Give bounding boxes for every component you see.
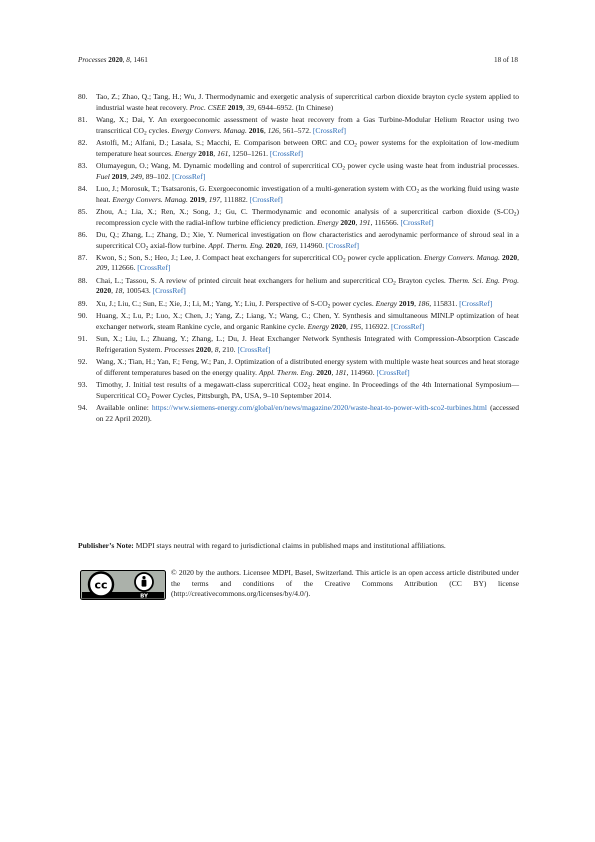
- crossref-link[interactable]: [CrossRef]: [391, 321, 425, 331]
- reference-number: 80.: [78, 92, 88, 101]
- reference-text: Luo, J.; Morosuk, T.; Tsatsaronis, G. Exergoeconomic investigation of a multi-generation system with CO: [96, 183, 417, 193]
- reference-text: Brayton cycles.: [395, 275, 449, 285]
- reference-text: ,: [331, 367, 336, 377]
- reference-text: ,: [111, 286, 115, 296]
- reference-number: 87.: [78, 252, 88, 262]
- reference-text: , 100543.: [122, 286, 153, 296]
- reference-text: 161: [217, 148, 229, 158]
- reference-text: ,: [355, 217, 360, 227]
- reference-text: , 6944–6952. (In Chinese): [254, 102, 334, 112]
- reference-text: Processes: [164, 344, 195, 354]
- svg-text:cc: cc: [94, 578, 108, 592]
- crossref-link[interactable]: [CrossRef]: [376, 367, 410, 377]
- reference-text: 39: [246, 102, 255, 112]
- reference-text: 186: [417, 298, 430, 308]
- reference-number: 85.: [78, 206, 88, 216]
- reference-text: 2019: [227, 102, 243, 112]
- reference-text: , 561–572.: [278, 125, 313, 135]
- reference-text: 2: [146, 395, 150, 402]
- reference-text: 2020: [195, 344, 212, 354]
- reference-text: Proc. CSEE: [189, 102, 226, 112]
- reference-text: Power Cycles, Pittsburgh, PA, USA, 9–10 September 2014.: [149, 390, 332, 400]
- reference-text: 2020: [96, 286, 112, 296]
- reference-number: 86.: [78, 229, 88, 239]
- reference-text: Chai, L.; Tassou, S. A review of printed circuit heat exchangers for helium and supercritical CO: [96, 275, 394, 285]
- reference-text: , 114960.: [346, 367, 377, 377]
- reference-text: 2: [513, 211, 517, 218]
- reference-number: 94.: [78, 403, 88, 413]
- reference-text: 191: [359, 217, 371, 227]
- reference-item: [78, 253, 519, 274]
- reference-number: 92.: [78, 357, 88, 367]
- reference-number: 88.: [78, 275, 88, 285]
- reference-text: Kwon, S.; Son, S.; Heo, J.; Lee, J. Compact heat exchangers for supercritical CO: [96, 252, 343, 262]
- reference-text: Energy: [316, 217, 339, 227]
- page-number: 18 of 18: [494, 56, 518, 64]
- reference-item: [78, 357, 519, 378]
- reference-text: 2: [342, 257, 346, 264]
- reference-text: Energy: [375, 298, 398, 308]
- reference-item: [78, 380, 519, 401]
- reference-text: Timothy, J. Initial test results of a megawatt-class supercritical CO2: [96, 380, 308, 390]
- reference-number: 93.: [78, 380, 88, 390]
- publisher-note-text: MDPI stays neutral with regard to jurisdictional claims in published maps and institutional affiliations.: [133, 541, 446, 550]
- reference-text: Tao, Z.; Zhao, Q.; Tang, H.; Wu, J. Thermodynamic and exergetic analysis of supercritical carbon dioxide brayton cycle system applied to industrial waste heat recovery.: [96, 92, 519, 112]
- reference-item: [78, 230, 519, 251]
- reference-number: 81.: [78, 114, 88, 124]
- reference-text: cycles.: [146, 125, 172, 135]
- article-number: 1461: [133, 56, 148, 64]
- reference-text: ,: [346, 321, 350, 331]
- reference-text: 197: [208, 194, 221, 204]
- crossref-link[interactable]: [CrossRef]: [237, 344, 271, 354]
- reference-text: 2: [327, 303, 331, 310]
- reference-item: [78, 311, 519, 332]
- reference-text: ,: [517, 252, 519, 262]
- crossref-link[interactable]: [CrossRef]: [249, 194, 283, 204]
- reference-text: 2: [354, 142, 357, 149]
- reference-text: , 116922.: [361, 321, 392, 331]
- reference-number: 82.: [78, 137, 88, 147]
- reference-item: [78, 138, 519, 159]
- reference-item: [78, 276, 519, 297]
- crossref-link[interactable]: [CrossRef]: [172, 171, 206, 181]
- reference-text: 2020: [265, 240, 281, 250]
- reference-text: 2019: [399, 298, 415, 308]
- reference-text: ,: [126, 171, 131, 181]
- crossref-link[interactable]: [CrossRef]: [325, 240, 360, 250]
- reference-text: 2: [145, 245, 149, 251]
- reference-text: Sun, X.; Liu, L.; Zhuang, Y.; Zhang, L.; Du, J. Heat Exchanger Network Synthesis Integrated with Compression-Absorption Cascade Refrigeration System.: [96, 334, 519, 354]
- publisher-note: [78, 541, 519, 552]
- reference-text: heat engine. In Proceedings of the 4th International Symposium—Supercritical CO: [96, 380, 519, 400]
- reference-text: , 210.: [218, 344, 238, 354]
- creative-commons-by-icon[interactable]: [80, 570, 166, 600]
- reference-text: Therm. Sci. Eng. Prog.: [448, 275, 519, 285]
- reference-text: 2016: [248, 125, 264, 135]
- reference-text: , 116566.: [370, 217, 401, 227]
- page-header: [78, 56, 518, 68]
- badge-text: BY: [140, 593, 148, 600]
- reference-text: 2018: [198, 148, 214, 158]
- reference-text: (accessed on 22 April 2020).: [96, 403, 519, 423]
- reference-item: [78, 92, 519, 113]
- reference-text: 2: [307, 384, 311, 391]
- reference-text: power cycle using waste heat from industrial processes.: [345, 160, 519, 170]
- reference-text: 126: [267, 125, 279, 135]
- reference-text: Huang, X.; Lu, P.; Luo, X.; Chen, J.; Yang, Z.; Liang, Y.; Wang, C.; Chen, Y. Synthesis and simultaneous MINLP optimization of heat exchanger network, steam Rankine cycle, and organic Rankine cycle.: [96, 311, 519, 331]
- journal-citation: Processes 2020, 8, 1461: [78, 56, 148, 64]
- crossref-link[interactable]: [CrossRef]: [269, 148, 304, 158]
- reference-text: ,: [242, 102, 247, 112]
- reference-number: 89.: [78, 298, 88, 308]
- reference-text: power systems for the exploitation of low-medium temperature heat sources.: [96, 137, 519, 158]
- reference-item: [78, 161, 519, 182]
- reference-text: , 112666.: [107, 263, 138, 273]
- reference-text: Olumayegun, O.; Wang, M. Dynamic modelling and control of supercritical CO: [96, 160, 343, 170]
- crossref-link[interactable]: [CrossRef]: [137, 263, 171, 273]
- reference-item: [78, 207, 519, 228]
- reference-item: [78, 334, 519, 355]
- reference-text: ,: [211, 344, 215, 354]
- reference-text: 18: [114, 286, 123, 296]
- reference-text: power cycles.: [330, 298, 376, 308]
- reference-text: , 114960.: [295, 240, 326, 250]
- reference-text: 2020: [340, 217, 356, 227]
- journal-volume: 8: [126, 56, 130, 64]
- reference-text: Xu, J.; Liu, C.; Sun, E.; Xie, J.; Li, M.; Yang, Y.; Liu, J. Perspective of S-CO: [96, 298, 328, 308]
- reference-text: Appl. Therm. Eng.: [208, 240, 264, 250]
- reference-number: 91.: [78, 334, 88, 344]
- reference-text: ,: [280, 240, 285, 250]
- reference-text: ,: [414, 298, 418, 308]
- crossref-link[interactable]: [CrossRef]: [152, 286, 186, 296]
- reference-text: , 1250–1261.: [228, 148, 270, 158]
- journal-year: 2020: [108, 56, 123, 64]
- reference-text: 169: [284, 240, 296, 250]
- reference-text: ) recompression cycle with the radial-inflow turbine efficiency prediction.: [96, 206, 519, 227]
- crossref-link[interactable]: [CrossRef]: [312, 125, 347, 135]
- reference-number: 90.: [78, 311, 88, 321]
- reference-text: 2: [393, 280, 396, 287]
- reference-text: as the working fluid using waste heat.: [96, 183, 519, 204]
- crossref-link[interactable]: [CrossRef]: [459, 298, 493, 308]
- publisher-note-label: Publisher’s Note:: [78, 541, 134, 550]
- reference-text: power cycle application.: [345, 252, 424, 262]
- reference-text: Energy Convers. Manag.: [112, 194, 188, 204]
- reference-text: , 89–102.: [141, 171, 173, 181]
- reference-number: 84.: [78, 183, 88, 193]
- reference-text: Energy: [307, 321, 330, 331]
- reference-text: Appl. Therm. Eng.: [258, 367, 315, 377]
- reference-text: 181: [335, 367, 347, 377]
- reference-text: Fuel: [96, 171, 110, 181]
- reference-text: 2020: [316, 367, 332, 377]
- reference-item: [78, 403, 519, 424]
- reference-text: axial-flow turbine.: [148, 240, 209, 250]
- reference-text: Available online:: [96, 403, 152, 413]
- reference-text: , 115831.: [429, 298, 460, 308]
- reference-text: 2019: [111, 171, 127, 181]
- reference-item: [78, 299, 519, 310]
- license-block: [78, 568, 519, 612]
- url-link[interactable]: https://www.siemens-energy.com/global/en/news/magazine/2020/waste-heat-to-power-with-sco2-turbines.html: [151, 403, 488, 413]
- reference-text: Wang, X.; Dai, Y. An exergoeconomic assessment of waste heat recovery from a Gas Turbine-Modular Helium Reactor using two transcritical CO: [96, 114, 519, 135]
- reference-text: 2: [144, 130, 147, 137]
- reference-text: 2: [416, 188, 420, 195]
- reference-text: Wang, X.; Tian, H.; Yan, F.; Feng, W.; Pan, J. Optimization of a distributed energy system with multiple waste heat sources and heat storage of different temperatures based on the energy quality.: [96, 357, 519, 377]
- reference-text: Energy Convers. Manag.: [171, 125, 247, 135]
- reference-text: Zhou, A.; Lia, X.; Ren, X.; Song, J.; Gu, C. Thermodynamic and economic analysis of a supercritical carbon dioxide (S-CO: [96, 206, 514, 216]
- reference-text: 2: [342, 165, 346, 172]
- reference-text: 249: [130, 171, 142, 181]
- reference-item: [78, 184, 519, 205]
- reference-text: 195: [349, 321, 362, 331]
- reference-number: 83.: [78, 160, 88, 170]
- journal-name: Processes: [78, 56, 107, 64]
- reference-text: ,: [204, 194, 209, 204]
- reference-text: 2020: [502, 252, 518, 262]
- reference-text: 209: [96, 263, 108, 273]
- reference-item: [78, 115, 519, 136]
- reference-text: Energy Convers. Manag.: [424, 252, 500, 262]
- reference-text: Energy: [174, 148, 197, 158]
- reference-text: ,: [213, 148, 218, 158]
- reference-text: 2019: [189, 194, 205, 204]
- license-text: © 2020 by the authors. Licensee MDPI, Basel, Switzerland. This article is an open access article distributed under the terms and conditions of the Creative Commons Attribution (CC BY) license (http://creativecommons.org/licenses/by/4.0/).: [171, 568, 519, 599]
- reference-text: ,: [263, 125, 268, 135]
- reference-text: Du, Q.; Zhang, L.; Zhang, D.; Xie, Y. Numerical investigation on flow characteristics and aerodynamic performance of shroud seal in a supercritical CO: [96, 229, 519, 250]
- reference-list: [78, 92, 519, 426]
- reference-text: 8: [214, 344, 219, 354]
- reference-text: 2020: [330, 321, 347, 331]
- crossref-link[interactable]: [CrossRef]: [400, 217, 434, 227]
- reference-text: Astolfi, M.; Alfani, D.; Lasala, S.; Macchi, E. Comparison between ORC and CO: [96, 137, 355, 147]
- reference-text: , 111882.: [220, 194, 250, 204]
